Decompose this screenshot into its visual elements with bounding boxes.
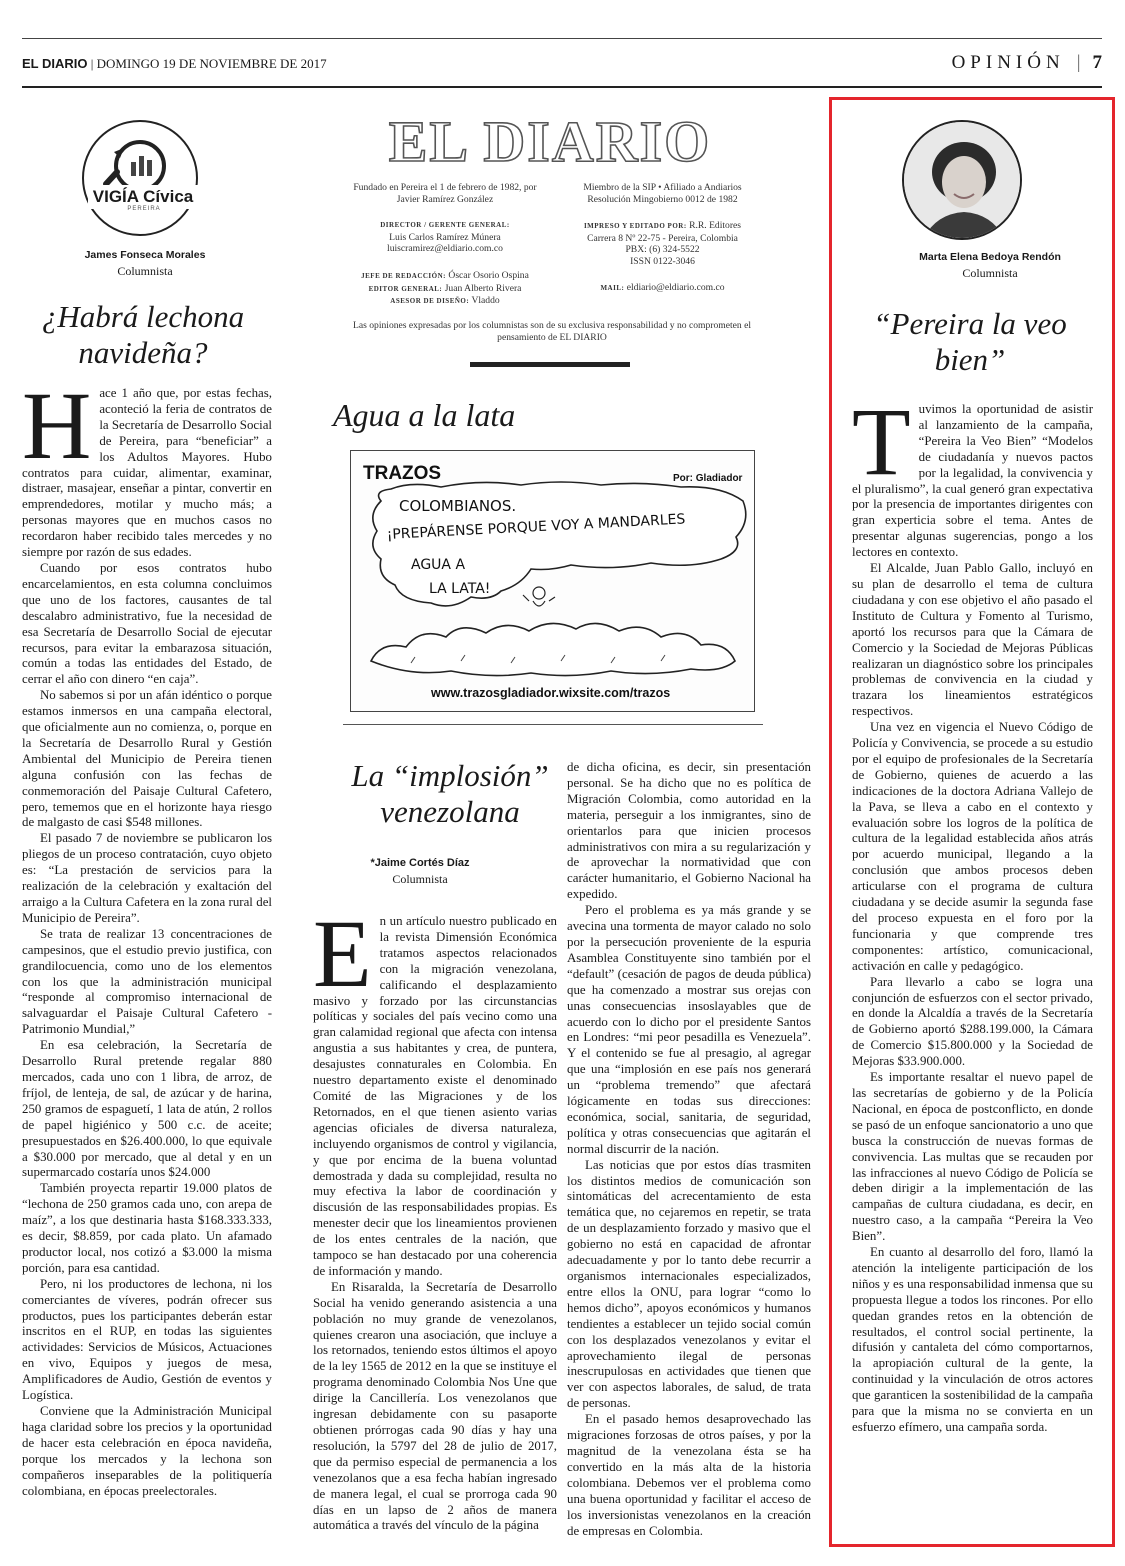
col3-paragraph: Para llevarlo a cabo se logra una conjunción de esfuerzos con el sector privado, en donde la Alcaldía a través de la Secretaría de Gobierno aportó $288.199.000, la Cámara de Comercio $15.800.000 y la Sociedad de Mejoras $33.900.000. [852, 974, 1093, 1069]
editor-name: Juan Alberto Rivera [444, 282, 522, 294]
col1-paragraph-text: ace 1 año que, por estas fechas, aconteció la feria de contratos de la Secretaría de Desarrollo Social de Pereira, para “beneficiar” a los Adultos Mayores. Hubo contratos para cuidar, alimentar, examinar, distraer, masajear, enseñar a pintar, convertir en emprendedores, motilar y mucho más; a personas mayores que en muchos casos no recordaron haber recibido tales mercedes y no siempre por razón de sus edades. [22, 386, 272, 560]
col2-paragraph: Las noticias que por estos días trasmiten los distintos medios de comunicación son sintomáticas del acrecentamiento de esta temática que, no cejaremos en repetir, se trata de un desplazamiento forzado y masivo que el gobierno no está en capacidad de afrontar adecuadamente y por lo tanto debe recurrir a organismos internacionales especializados, entre ellos la ONU, para lograr “como lo hemos dicho”, apoyos económicos y humanos tendientes a establecer un tejido social común con los desplazados venezolanos y evitar el aprovechamiento ilegal de personas inescrupulosas en actividades que tienen que ver con aspectos laborales, de salud, de trata de personas. [567, 1157, 811, 1411]
col1-paragraph: Se trata de realizar 13 concentraciones de campesinos, que el estudio previo justifica, con grandilocuencia, como uno de los elementos con los que la administración municipal “responde al compromiso internacional de salvaguardar el Paisaje Cultural Cafetero - Patrimonio Mundial,” [22, 926, 272, 1037]
cartoon-drawing [351, 451, 756, 713]
masthead-title: EL DIARIO [388, 109, 712, 174]
col3-paragraph: En cuanto al desarrollo del foro, llamó la atención la inteligente participación de los niños y es una responsabilidad inmensa que su propuesta llegue a todos los rincones. Por ello quedan grandes retos en la obtención de resultados, el control social pertinente, la difusión y cantaleta del cómo comportarnos, la apropiación cultural de la gente, la continuidad y la vinculación de otros actores que garanticen la sostenibilidad de la campaña para que la misma no se convierta en un esfuerzo efímero, una campaña sorda. [852, 1245, 1093, 1434]
printer-name: R.R. Editores [689, 220, 742, 231]
col2-body-a [313, 900, 557, 1534]
printer-pbx: PBX: (6) 324-5522 [625, 244, 700, 256]
portrait-icon [904, 122, 1022, 240]
speech-line-3: AGUA A [411, 557, 466, 573]
header-left [22, 56, 327, 72]
col2-dropcap: E [313, 900, 372, 1007]
col2-paragraph: En Risaralda, la Secretaría de Desarrollo Social ha venido generando asistencia a una población no muy grande de venezolanos, quienes crearon una asociación, que incluye a los retornados, teniendo estos últimos el apoyo de la ley 1565 de 2012 en la que se instituye el programa denominado Colombia Nos Une que dirige la Cancillería. Los venezolanos que ingresan debidamente con su pasaporte obtienen prórrogas cada 90 días y hay una resolución, la 5797 del 28 de julio de 2017, que da permiso especial de permanencia a los venezolanos que a esa fecha habían ingresado de manera legal, el cual se prorroga cada 90 días en un lapso de 2 años de manera automática a través del vínculo de la página [313, 1279, 557, 1533]
top-rule [22, 38, 1102, 39]
col2-paragraph: En el pasado hemos desaprovechado las migraciones forzosas de otros países, y por la magnitud de la venezolana ésta se ha convertido en la más alta de la historia colombiana. Debemos ver el problema como una buena oportunidad y facilitar el acceso de los inversionistas venezolanos en la creación de empresas en Colombia. [567, 1412, 811, 1538]
masthead-member [565, 182, 760, 205]
col1-headline: ¿Habrá lechona navideña? [41, 299, 245, 370]
col1-paragraph: Conviene que la Administración Municipal haga claridad sobre los precios y la oportunidad de hacer esta celebración en época navideña, porque los mercados y la lechona son compañeros inseparables de la politiquería colombiana, en épocas preelectorales. [22, 1404, 272, 1498]
editor-label: EDITOR GENERAL: [368, 284, 443, 293]
printer-address: Carrera 8 Nº 22-75 - Pereira, Colombia [587, 232, 738, 244]
col1-paragraph: También proyecta repartir 19.000 platos de “lechona de 250 gramos cada uno, con arepa de maíz”, a los que destinaria hasta $168.333.333, es decir, $8.859, por cada plato. Un afamado productor local, nos cotizó a $3.000 la misma porción, para esa cantidad. [22, 1181, 272, 1275]
col3-dropcap: T [852, 388, 911, 495]
col2-paragraph-text: n un artículo nuestro publicado en la revista Dimensión Económica tratamos aspectos relacionados con la migración venezolana, calificando el desplazamiento masivo y forzado por las circunstancias políticas y sociales del país vecino como una gran calamidad regional que afecta con intensa angustia a sus habitantes y crea, de puntera, desajustes connaturales en Colombia. En nuestro departamento existe el denominado Comité de las Migraciones y de los Retornados, en el que tienen asiento varias agencias oficiales de diversa naturaleza, incluyendo organismos de control y vigilancia, y que por encima de la buena voluntad demostrada y dada su complejidad, resulta no muy efectiva la labor de coordinación y discusión de las responsabilidades propias. Es menester decir que los lineamientos provienen de los entes centrales de la nación, que tampoco se han destacado por una coherencia de información y mando. [313, 914, 557, 1278]
vigia-civica-logo [82, 120, 198, 236]
masthead-founded [345, 182, 545, 205]
cartoon-divider [343, 724, 763, 725]
printer-issn: ISSN 0122-3046 [630, 255, 695, 267]
cartoon-credit: Por: Gladiador [673, 473, 743, 484]
col2-body-b [567, 760, 811, 1538]
design-name: Vladdo [471, 295, 500, 307]
cartoon-headline: Agua a la lata [333, 397, 516, 433]
member-text: Miembro de la SIP • Afiliado a Andiarios Resolución Mingobierno 0012 de 1982 [583, 182, 742, 205]
design-label: ASESOR DE DISEÑO: [390, 297, 470, 306]
col3-paragraph [852, 388, 1093, 561]
cartoon-url: www.trazosgladiador.wixsite.com/trazos [431, 686, 671, 700]
founded-text: Fundado en Pereira el 1 de febrero de 1982, por Javier Ramírez González [353, 182, 537, 205]
jefe-label: JEFE DE REDACCIÓN: [361, 272, 446, 280]
cartoon-brand: TRAZOS [363, 463, 442, 484]
header-right [952, 52, 1102, 74]
col3-author: Marta Elena Bedoya Rendón [919, 251, 1061, 263]
col1-paragraph: El pasado 7 de noviembre se publicaron los pliegos de un proceso contratación, cuyo objeto es: “La prestación de servicios para la realización de la celebración y exaltación del arraigo a la Cultura Cafetera en la zona rural del Municipio de Pereira”. [22, 831, 272, 925]
issue-date: | DOMINGO 19 DE NOVIEMBRE DE 2017 [90, 56, 327, 71]
col1-paragraph: No sabemos si por un afán idéntico o porque estamos inmersos en una campaña electoral, que oficialmente aun no comienza, o, porque en la Secretaría de Desarrollo Rural y Gestión Ambiental del Municipio de Pereira tienen alguna confusión con las fechas de conmemoración del Paisaje Cultural Cafetero, pero, tememos que en el horizonte haya riesgo de malgasto de casi $548 millones. [22, 688, 272, 830]
masthead-staff [345, 270, 545, 308]
printer-label: IMPRESO Y EDITADO POR: [583, 222, 687, 230]
page-number: 7 [1092, 52, 1102, 73]
col1-dropcap: H [22, 372, 92, 479]
speech-line-2: ¡PREPÁRENSE PORQUE VOY A MANDARLES [386, 511, 686, 543]
paper-name: EL DIARIO [22, 56, 88, 71]
col2-author: *Jaime Cortés Díaz [370, 857, 470, 869]
speech-line-4: LA LATA! [429, 581, 491, 597]
mail-address: eldiario@eldiario.com.co [626, 282, 725, 293]
col2-paragraph: de dicha oficina, es decir, sin presentación personal. Se ha dicho que no es política de Migración Colombia, como autoridad en la materia, perseguir a los inmigrantes, sino de orientarlos para que inicien procesos administrativos con mira a su regularización y de aprovechar la normatividad que con carácter humanitario, el Gobierno Nacional ha expedido. [567, 760, 811, 902]
masthead-bar [470, 362, 630, 367]
col3-headline: “Pereira la veo bien” [873, 306, 1067, 377]
section-name: OPINIÓN [951, 52, 1065, 73]
col1-paragraph: En esa celebración, la Secretaría de Desarrollo Rural pretende regalar 880 mercados, cada uno con 1 libra, de arroz, de fríjol, de lenteja, de sal, de azúcar y de harina, 250 gramos de espaguetí, 1 lata de atún, 2 rollos de papel higiénico y 500 c.c. de aceite; presupuestados en $26.400.000, lo que equivale a $30.000 por mercado, que al detal y en un supermarcado costaría unos $24.000 [22, 1038, 272, 1180]
col1-author: James Fonseca Morales [84, 249, 206, 261]
author-photo [902, 120, 1022, 240]
page-header [22, 52, 1102, 78]
col3-paragraph: Es importante resaltar el nuevo papel de las secretarías de gobierno y de la Policía Nacional, en época de postconflicto, en donde se pasó de un enfoque sancionatorio a uno que busca la construcción de nuevas formas de convivencia. Las multas que se recauden por las infracciones al nuevo Código de Policía se deben dirigir a la implementación de las campañas de cultura ciudadana, es decir, en nuestro caso, a la campaña “Pereira la Veo Bien”. [852, 1070, 1093, 1244]
jefe-name: Óscar Osorio Ospina [448, 270, 529, 281]
director-email: luiscramirez@eldiario.com.co [387, 243, 503, 255]
col3-paragraph-text: uvimos la oportunidad de asistir al lanzamiento de la campaña, “Pereira la Veo Bien” “Modelos de ciudadanía y nuevos pactos por la legalidad, la convivencia y el pluralismo”, la cual generó gran expectativa por la presencia de importantes dirigentes con gran experticia sobre el tema. Antes de presentar algunas sugerencias, pongo a los lectores en contexto. [852, 402, 1093, 560]
col3-paragraph: Una vez en vigencia el Nuevo Código de Policía y Convivencia, se procede a su estudio por el equipo de profesionales de la Secretaría de Gobierno, quienes de acuerdo a las indicaciones de la doctora Adriana Vallejo de la Pava, se lleva a cabo en el contexto y evaluación sobre los logros de la política de cultura de la legalidad establecida años atrás por acuerdo municipal, llegando a la conclusión que ambos procesos deben articularse con el programa de cultura ciudadana y se decide asumir la segunda fase del proceso expuesta en el foro por la funcionaria y que comprende tres componentes: artístico, comunicacional, activación en calle y pedagógico. [852, 720, 1093, 973]
cartoon-panel [350, 450, 755, 712]
col3-body [852, 388, 1093, 1537]
col1-body [22, 372, 272, 1526]
col1-role: Columnista [117, 264, 173, 278]
col1-paragraph: Pero, ni los productores de lechona, ni los comerciantes de víveres, podrán ofrecer sus productos, pues los participantes deberán estar inscritos en el RUP, en todas las siguientes actividades: Servicios de Músicos, Actuaciones en vivo, Equipos y juegos de mesa, Amplificadores de Audio, Gestión de eventos y Logística. [22, 1276, 272, 1403]
logo-text: VIGÍA Cívica [88, 185, 198, 209]
header-separator: | [1076, 52, 1081, 73]
col2-role: Columnista [392, 872, 448, 886]
col2-paragraph [313, 900, 557, 1280]
col2-headline: La “implosión” venezolana [351, 758, 549, 829]
masthead-mail [565, 282, 760, 295]
director-name: Luis Carlos Ramírez Múnera [389, 231, 501, 243]
col1-paragraph [22, 372, 272, 561]
col2-paragraph: Pero el problema es ya más grande y se avecina una tormenta de mayor calado no solo por la persecución proveniente de la espuria Asamblea Constituyente sino también por el “default” (cesación de pagos de deuda pública) que ha comenzado a mostrar sus orejas con unas consecuencias insoslayables que de acuerdo con lo dicho por el presidente Santos en Londres: “mi peor pesadilla es Venezuela”. Y el contenido se fue al presagio, al agregar que una “implosión en ese país nos generará un “problema tremendo” que afectará lógicamente en todas sus direcciones: económica, social, sanitaria, de seguridad, política y otras consecuencias que agitarán el normal discurrir de la nación. [567, 903, 811, 1156]
mail-label: MAIL: [600, 284, 625, 292]
magnifier-chart-icon [84, 122, 200, 238]
masthead-director [345, 220, 545, 255]
director-label: DIRECTOR / GERENTE GENERAL: [380, 221, 510, 229]
col3-role: Columnista [962, 266, 1018, 280]
masthead-printer [565, 220, 760, 267]
speech-line-1: COLOMBIANOS. [399, 497, 517, 515]
col3-paragraph: El Alcalde, Juan Pablo Gallo, incluyó en su plan de desarrollo el tema de cultura ciudadana y con ese objetivo el año pasado el Instituto de Cultura y Fomento al Turismo, aportó los recursos para que la Cámara de Comercio y la Sociedad de Mejoras Públicas realizaran un diagnóstico sobre los principales problemas de convivencia en la ciudad y trazara los lineamientos estratégicos respectivos. [852, 561, 1093, 719]
masthead-disclaimer: Las opiniones expresadas por los columnistas son de su exclusiva responsabilidad y no comprometen el pensamiento de EL DIARIO [352, 320, 752, 343]
logo-subtext: PEREIRA [127, 206, 161, 212]
header-rule [22, 86, 1102, 88]
col1-paragraph: Cuando por esos contratos hubo encarcelamientos, en esta columna concluimos que uno de los factores, causantes de tal descalabro administrativo, fue la necesidad de esa Secretaría de Desarrollo Social de ejecutar recursos, para evitar la embarazosa situación, común a todas las entidades del Estado, de cerrar el año con dinero “en caja”. [22, 560, 272, 687]
